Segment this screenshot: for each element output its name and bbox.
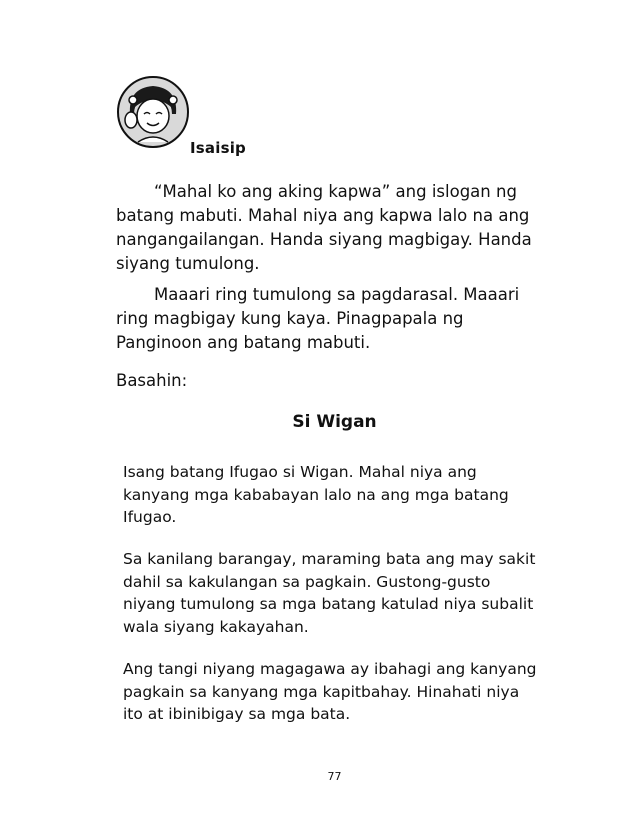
story-paragraph-2: Sa kanilang barangay, maraming bata ang may sakit dahil sa kakulangan sa pagkain. Gustong-gusto niyang tumulong sa mga batang katulad niya subalit wala siyang kakayahan. [123, 550, 536, 636]
page-number: 77 [327, 770, 342, 783]
intro-paragraph-1: “Mahal ko ang aking kapwa” ang islogan ng batang mabuti. Mahal niya ang kapwa lalo na ang nangangailangan. Handa siyang magbigay. Handa siyang tumulong. [116, 182, 532, 273]
intro-paragraph-2: Maaari ring tumulong sa pagdarasal. Maaari ring magbigay kung kaya. Pinagpapala ng Panginoon ang batang mabuti. [116, 285, 520, 352]
reading-instruction: Basahin: [116, 371, 188, 390]
section-heading: Isaisip [190, 139, 246, 157]
story-paragraph-3: Ang tangi niyang magagawa ay ibahagi ang kanyang pagkain sa kanyang mga kapitbahay. Hinahati niya ito at ibinibigay sa mga bata. [123, 660, 537, 723]
girl-thinking-icon [116, 74, 190, 150]
story-paragraph-1: Isang batang Ifugao si Wigan. Mahal niya ang kanyang mga kababayan lalo na ang mga batang Ifugao. [123, 463, 509, 526]
story-title: Si Wigan [292, 412, 377, 432]
